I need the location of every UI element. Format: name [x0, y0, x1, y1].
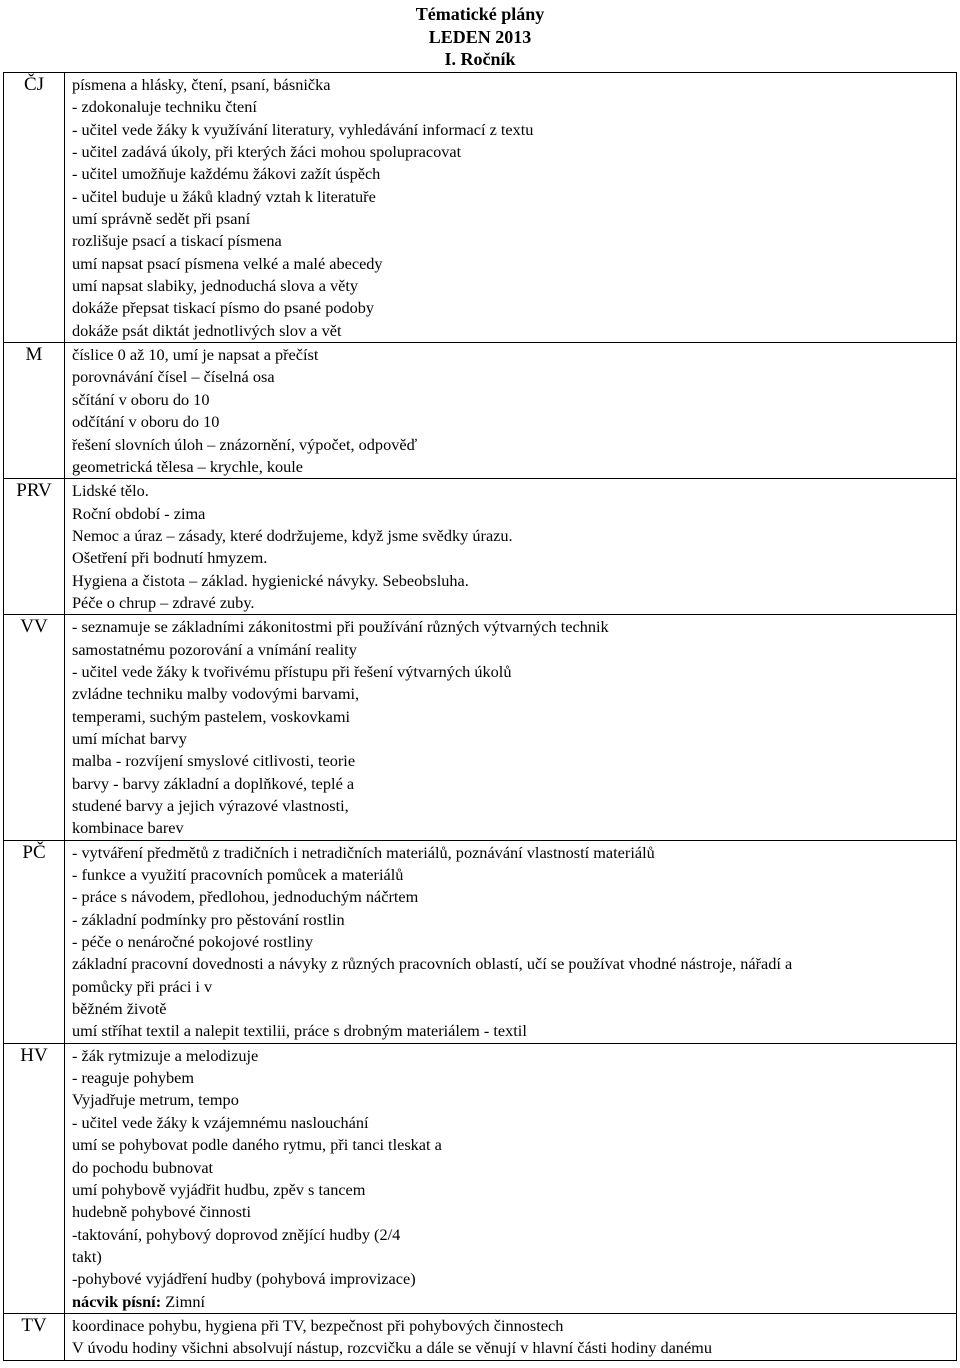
content-line: pomůcky při práci i v: [72, 976, 213, 996]
content-line: kombinace barev: [72, 818, 184, 838]
content-line: Hygiena a čistota – základ. hygienické návyky. Sebeobsluha.: [72, 570, 469, 590]
content-line: Vyjadřuje metrum, tempo: [72, 1090, 239, 1110]
content-line: umí stříhat textil a nalepit textilii, práce s drobným materiálem - textil: [72, 1021, 527, 1041]
subject-code: VV: [4, 615, 65, 840]
page-title: Tématické plány: [415, 4, 545, 24]
content-line: - učitel buduje u žáků kladný vztah k literatuře: [72, 186, 376, 206]
content-line: umí míchat barvy: [72, 728, 187, 748]
subject-content: [65, 479, 957, 615]
subject-code: HV: [4, 1043, 65, 1313]
song-line: [72, 1291, 952, 1313]
content-line: běžném životě: [72, 999, 167, 1019]
content-line: odčítání v oboru do 10: [72, 412, 220, 432]
grade-heading: I. Ročník: [444, 49, 516, 69]
content-line: písmena a hlásky, čtení, psaní, básnička: [72, 75, 331, 94]
content-line: - funkce a využití pracovních pomůcek a materiálů: [72, 865, 404, 885]
song-label: nácvik písní:: [72, 1291, 162, 1311]
content-line: geometrická tělesa – krychle, koule: [72, 456, 304, 476]
content-line: - seznamuje se základními zákonitostmi při používání různých výtvarných technik: [72, 617, 609, 637]
content-line: Roční období - zima: [72, 503, 206, 523]
content-line: malba - rozvíjení smyslové citlivosti, teorie: [72, 751, 356, 771]
content-line: - vytváření předmětů z tradičních i netradičních materiálů, poznávání vlastností materiálů: [72, 842, 655, 862]
content-line: samostatnému pozorování a vnímání reality: [72, 639, 357, 659]
content-line: řešení slovních úloh – znázornění, výpočet, odpověď: [72, 434, 418, 454]
content-line: - učitel zadává úkoly, při kterých žáci mohou spolupracovat: [72, 142, 462, 162]
content-line: základní pracovní dovednosti a návyky z různých pracovních oblastí, učí se používat vhodné nástroje, nářadí a: [72, 954, 793, 974]
content-line: - zdokonaluje techniku čtení: [72, 97, 257, 117]
subject-content: [65, 73, 957, 343]
content-line: koordinace pohybu, hygiena při TV, bezpečnost při pohybových činnostech: [72, 1315, 564, 1335]
subject-code: PČ: [4, 840, 65, 1043]
subject-content: [65, 343, 957, 479]
content-line: umí pohybově vyjádřit hudbu, zpěv s tancem: [72, 1179, 366, 1199]
content-line: Lidské tělo.: [72, 481, 149, 501]
content-line: umí napsat psací písmena velké a malé abecedy: [72, 253, 383, 273]
subject-code: TV: [4, 1313, 65, 1360]
content-line: - učitel vede žáky k využívání literatury, vyhledávání informací z textu: [72, 119, 534, 139]
content-line: umí napsat slabiky, jednoduchá slova a věty: [72, 276, 359, 296]
subject-row: [4, 1043, 957, 1313]
content-line: hudebně pohybové činnosti: [72, 1202, 252, 1222]
subject-code: M: [4, 343, 65, 479]
content-line: rozlišuje psací a tiskací písmena: [72, 231, 282, 251]
content-line: studené barvy a jejich výrazové vlastnosti,: [72, 796, 349, 815]
song-value: Zimní: [161, 1291, 206, 1311]
month-heading: LEDEN 2013: [428, 26, 532, 47]
content-line: Ošetření při bodnutí hmyzem.: [72, 548, 268, 568]
subject-content: [65, 1043, 957, 1313]
content-line: dokáže psát diktát jednotlivých slov a vět: [72, 320, 342, 340]
content-line: - učitel umožňuje každému žákovi zažít úspěch: [72, 164, 381, 184]
content-line: - základní podmínky pro pěstování rostlin: [72, 909, 345, 929]
content-line: -pohybové vyjádření hudby (pohybová improvizace): [72, 1269, 416, 1289]
content-line: do pochodu bubnovat: [72, 1157, 214, 1177]
content-line: dokáže přepsat tiskací písmo do psané podoby: [72, 298, 375, 318]
subject-row: [4, 343, 957, 479]
subject-row: [4, 615, 957, 840]
subject-content: [65, 840, 957, 1043]
content-line: zvládne techniku malby vodovými barvami,: [72, 684, 360, 704]
content-line: takt): [72, 1246, 102, 1266]
content-line: - žák rytmizuje a melodizuje: [72, 1045, 259, 1065]
subject-code: ČJ: [4, 73, 65, 343]
content-line: temperami, suchým pastelem, voskovkami: [72, 706, 351, 726]
content-line: V úvodu hodiny všichni absolvují nástup, rozcvičku a dále se věnují v hlavní části hodiny danému: [72, 1338, 712, 1358]
content-line: - péče o nenáročné pokojové rostliny: [72, 932, 313, 952]
content-line: Péče o chrup – zdravé zuby.: [72, 592, 255, 612]
content-line: umí se pohybovat podle daného rytmu, při tanci tleskat a: [72, 1135, 442, 1155]
title-block: [0, 3, 960, 71]
content-line: - reaguje pohybem: [72, 1068, 195, 1088]
content-line: - práce s návodem, předlohou, jednoduchým náčrtem: [72, 887, 419, 907]
subject-row: [4, 840, 957, 1043]
subject-row: [4, 1313, 957, 1360]
content-line: sčítání v oboru do 10: [72, 389, 210, 409]
plan-table: [3, 72, 957, 1361]
subject-row: [4, 479, 957, 615]
content-line: barvy - barvy základní a doplňkové, teplé a: [72, 773, 355, 793]
subject-code: PRV: [4, 479, 65, 615]
content-line: umí správně sedět při psaní: [72, 209, 251, 229]
subject-content: [65, 1313, 957, 1360]
content-line: - učitel vede žáky k vzájemnému naslouchání: [72, 1112, 369, 1132]
content-line: - učitel vede žáky k tvořivému přístupu při řešení výtvarných úkolů: [72, 661, 512, 681]
content-line: porovnávání čísel – číselná osa: [72, 367, 275, 387]
content-line: číslice 0 až 10, umí je napsat a přečíst: [72, 345, 319, 365]
subject-row: [4, 73, 957, 343]
content-line: Nemoc a úraz – zásady, které dodržujeme, když jsme svědky úrazu.: [72, 525, 513, 545]
subject-content: [65, 615, 957, 840]
content-line: -taktování, pohybový doprovod znějící hudby (2/4: [72, 1224, 401, 1244]
